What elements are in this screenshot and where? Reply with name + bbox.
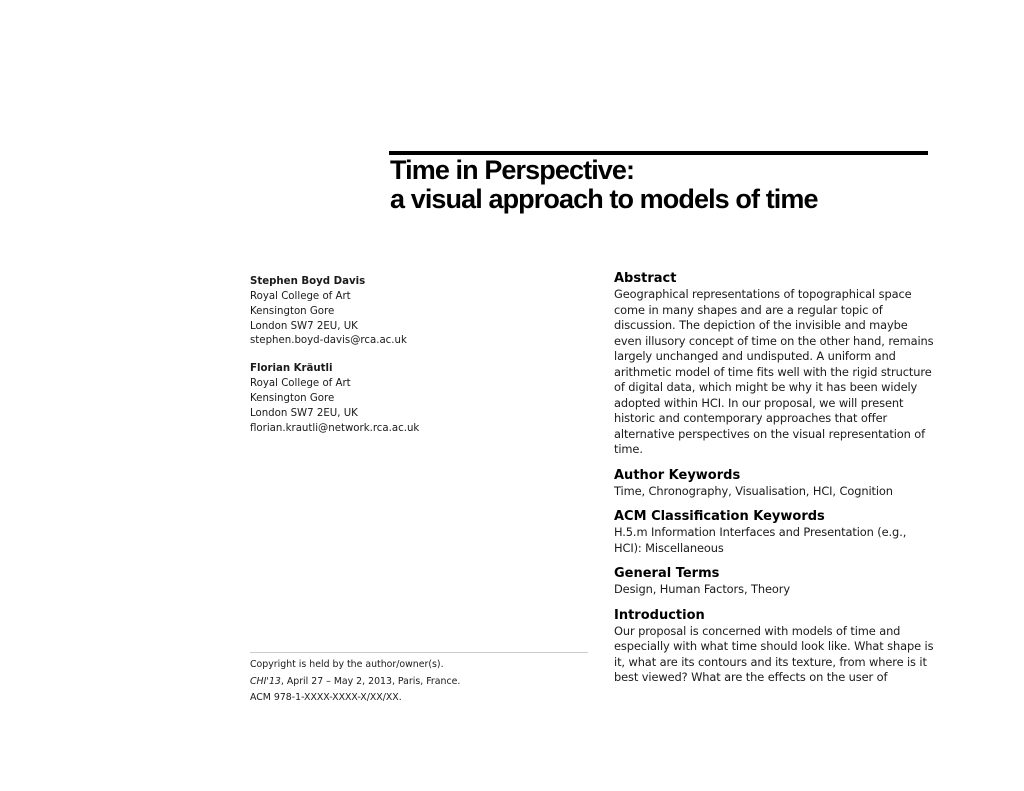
author-city: London SW7 2EU, UK [250, 408, 358, 419]
section-body: Our proposal is concerned with models of time and especially with what time should look like. What shape is it, what are its contours and its texture, from where is it best viewed? What are the effects on the user of [614, 623, 934, 684]
section-body: H.5.m Information Interfaces and Presentation (e.g., HCI): Miscellaneous [614, 525, 907, 555]
section-heading: Introduction [614, 607, 705, 623]
author-street: Kensington Gore [250, 393, 335, 404]
conference-details: , April 27 – May 2, 2013, Paris, France. [280, 675, 461, 687]
title-line-1: Time in Perspective: [390, 155, 635, 185]
author-name: Stephen Boyd Davis [250, 276, 366, 287]
copyright-rule [250, 652, 588, 653]
author-name: Florian Kräutli [250, 363, 333, 374]
author-affiliation: Royal College of Art [250, 291, 351, 302]
section-heading: General Terms [614, 566, 720, 581]
section-general-terms [614, 566, 934, 598]
section-abstract [614, 271, 934, 458]
section-heading: ACM Classification Keywords [614, 509, 825, 524]
conference-name: CHI'13 [250, 675, 281, 687]
section-body: Time, Chronography, Visualisation, HCI, Cognition [614, 483, 893, 498]
section-heading: Author Keywords [614, 467, 741, 483]
copyright-block [250, 657, 590, 707]
author-2 [250, 361, 580, 436]
paper-title [390, 156, 950, 214]
author-email: stephen.boyd-davis@rca.ac.uk [250, 335, 407, 346]
author-1 [250, 274, 580, 347]
acm-isbn: ACM 978-1-XXXX-XXXX-X/XX/XX. [250, 692, 402, 703]
author-block [250, 274, 580, 450]
author-city: London SW7 2EU, UK [250, 321, 358, 332]
section-author-keywords [614, 468, 934, 500]
author-street: Kensington Gore [250, 306, 335, 317]
section-acm-keywords [614, 509, 934, 556]
right-column [614, 271, 934, 696]
copyright-notice: Copyright is held by the author/owner(s). [250, 659, 444, 670]
section-body: Geographical representations of topographical space come in many shapes and are a regular topic of discussion. The depiction of the invisible and maybe even illusory concept of time on the other hand, remains largely unchanged and undisputed. A uniform and arithmetic model of time fits well with the rigid structure of digital data, which might be why it has been widely adopted within HCI. In our proposal, we will present historic and contemporary approaches that offer alternative perspectives on the visual representation of time. [614, 287, 934, 456]
author-affiliation: Royal College of Art [250, 378, 351, 389]
author-email: florian.krautli@network.rca.ac.uk [250, 423, 420, 434]
section-heading: Abstract [614, 271, 677, 286]
section-introduction [614, 608, 934, 686]
conference-info [250, 674, 590, 691]
section-body: Design, Human Factors, Theory [614, 582, 790, 596]
title-line-2: a visual approach to models of time [390, 184, 818, 214]
